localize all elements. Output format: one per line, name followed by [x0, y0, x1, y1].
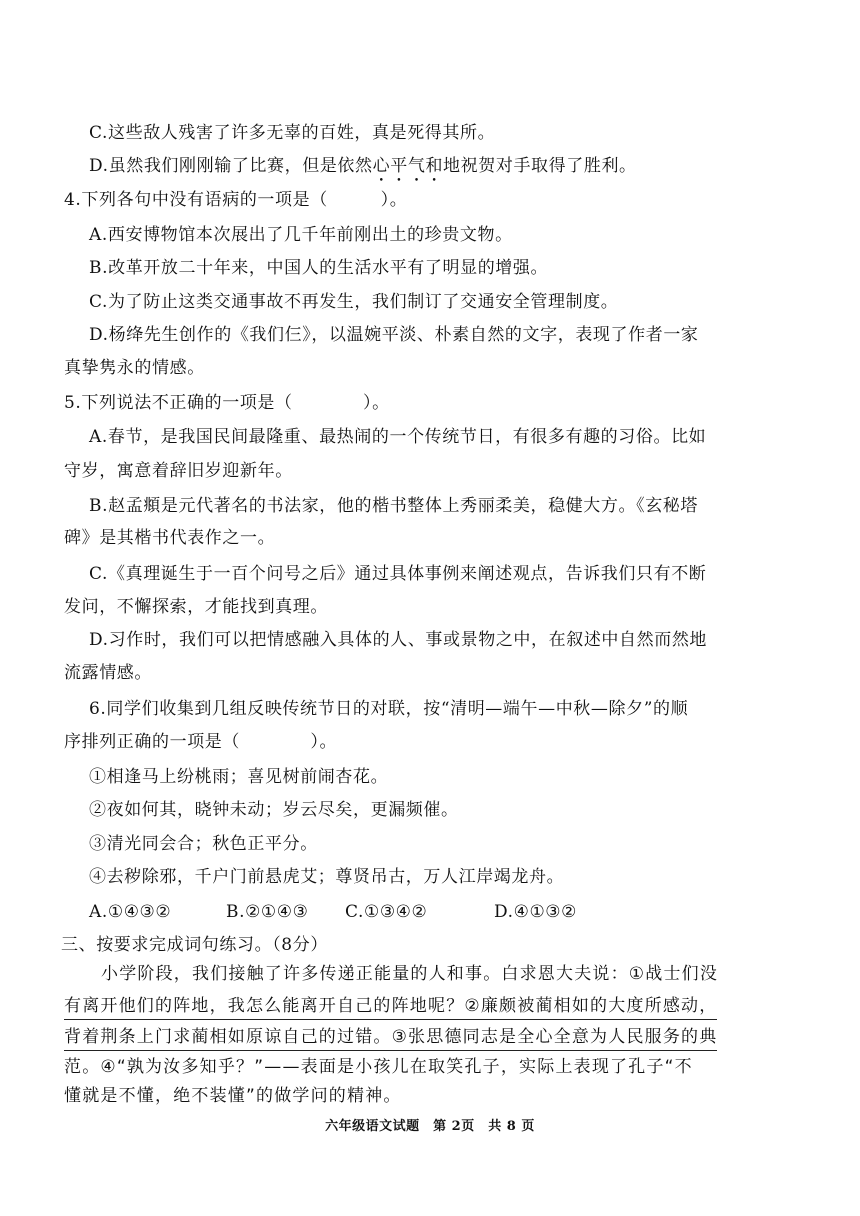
- q5-option-c-line1: C.《真理诞生于一百个问号之后》通过具体事例来阐述观点，告诉我们只有不断: [89, 564, 707, 584]
- q6-couplet-3: ③清光同会合；秋色正平分。: [89, 834, 318, 854]
- q4-option-d-line1: D.杨绛先生创作的《我们仨》，以温婉平淡、朴素自然的文字，表现了作者一家: [89, 325, 699, 345]
- q6-option-d: D.④①③②: [494, 902, 577, 922]
- q3-option-d-after: 地祝贺对手取得了胜利。: [443, 156, 637, 176]
- q6-stem-line1: 6.同学们收集到几组反映传统节日的对联，按“清明—端午—中秋—除夕”的顺: [89, 699, 689, 719]
- q5-option-a-line1: A.春节，是我国民间最隆重、最热闹的一个传统节日，有很多有趣的习俗。比如: [89, 427, 707, 447]
- q5-option-a-line2: 守岁，寓意着辞旧岁迎新年。: [64, 461, 293, 481]
- section3-heading: 三、按要求完成词句练习。（8分）: [61, 935, 328, 955]
- passage-line-5: 懂就是不懂，绝不装懂”的做学问的精神。: [64, 1086, 402, 1106]
- q6-option-b: B.②①④③: [226, 902, 309, 922]
- q5-option-d-line1: D.习作时，我们可以把情感融入具体的人、事或景物之中，在叙述中自然而然地: [89, 630, 708, 650]
- q3-option-d-dotted-word: 心平气和: [372, 156, 444, 176]
- q5-option-b-line1: B.赵孟頫是元代著名的书法家，他的楷书整体上秀丽柔美，稳健大方。《玄秘塔: [89, 496, 698, 516]
- q3-option-d-before: D.虽然我们刚刚输了比赛，但是依然: [89, 156, 373, 176]
- q5-stem: 5.下列说法不正确的一项是（ ）。: [64, 393, 390, 413]
- q6-couplet-4: ④去秽除邪，千户门前悬虎艾；尊贤吊古，万人江岸竭龙舟。: [89, 867, 565, 887]
- passage-line-3: 背着荆条上门求蔺相如原谅自己的过错。③张思德同志是全心全意为人民服务的典: [64, 1025, 717, 1051]
- passage-line-4: 范。④“孰为汝多知乎？”——表面是小孩儿在取笑孔子，实际上表现了孔子“不: [64, 1057, 693, 1077]
- q6-couplet-2: ②夜如何其，晓钟未动；岁云尽矣，更漏频催。: [89, 800, 459, 820]
- q6-stem-line2: 序排列正确的一项是（ ）。: [64, 732, 338, 752]
- q3-option-d: [89, 154, 637, 186]
- q3-option-c: C.这些敌人残害了许多无辜的百姓，真是死得其所。: [89, 123, 496, 143]
- q5-option-c-line2: 发问，不懈探索，才能找到真理。: [64, 597, 328, 617]
- q4-stem: 4.下列各句中没有语病的一项是（ ）。: [64, 190, 408, 210]
- passage-line-1: 小学阶段，我们接触了许多传递正能量的人和事。白求恩大夫说：①战士们没: [101, 964, 719, 984]
- q6-couplet-1: ①相逢马上纷桃雨；喜见树前闹杏花。: [89, 767, 389, 787]
- q4-option-b: B.改革开放二十年来，中国人的生活水平有了明显的增强。: [89, 258, 549, 278]
- q6-option-a: A.①④③②: [89, 902, 172, 922]
- passage-line-2: 有离开他们的阵地，我怎么能离开自己的阵地呢？②廉颇被蔺相如的大度所感动，: [64, 994, 717, 1020]
- q5-option-b-line2: 碑》是其楷书代表作之一。: [64, 528, 276, 548]
- q5-option-d-line2: 流露情感。: [64, 663, 152, 683]
- q4-option-a: A.西安博物馆本次展出了几千年前刚出土的珍贵文物。: [89, 225, 513, 245]
- q4-option-d-line2: 真挚隽永的情感。: [64, 358, 205, 378]
- q4-option-c: C.为了防止这类交通事故不再发生，我们制订了交通安全管理制度。: [89, 292, 619, 312]
- page-footer: 六年级语文试题 第 2页 共 8 页: [325, 1119, 535, 1134]
- q6-option-c: C.①③④②: [345, 902, 428, 922]
